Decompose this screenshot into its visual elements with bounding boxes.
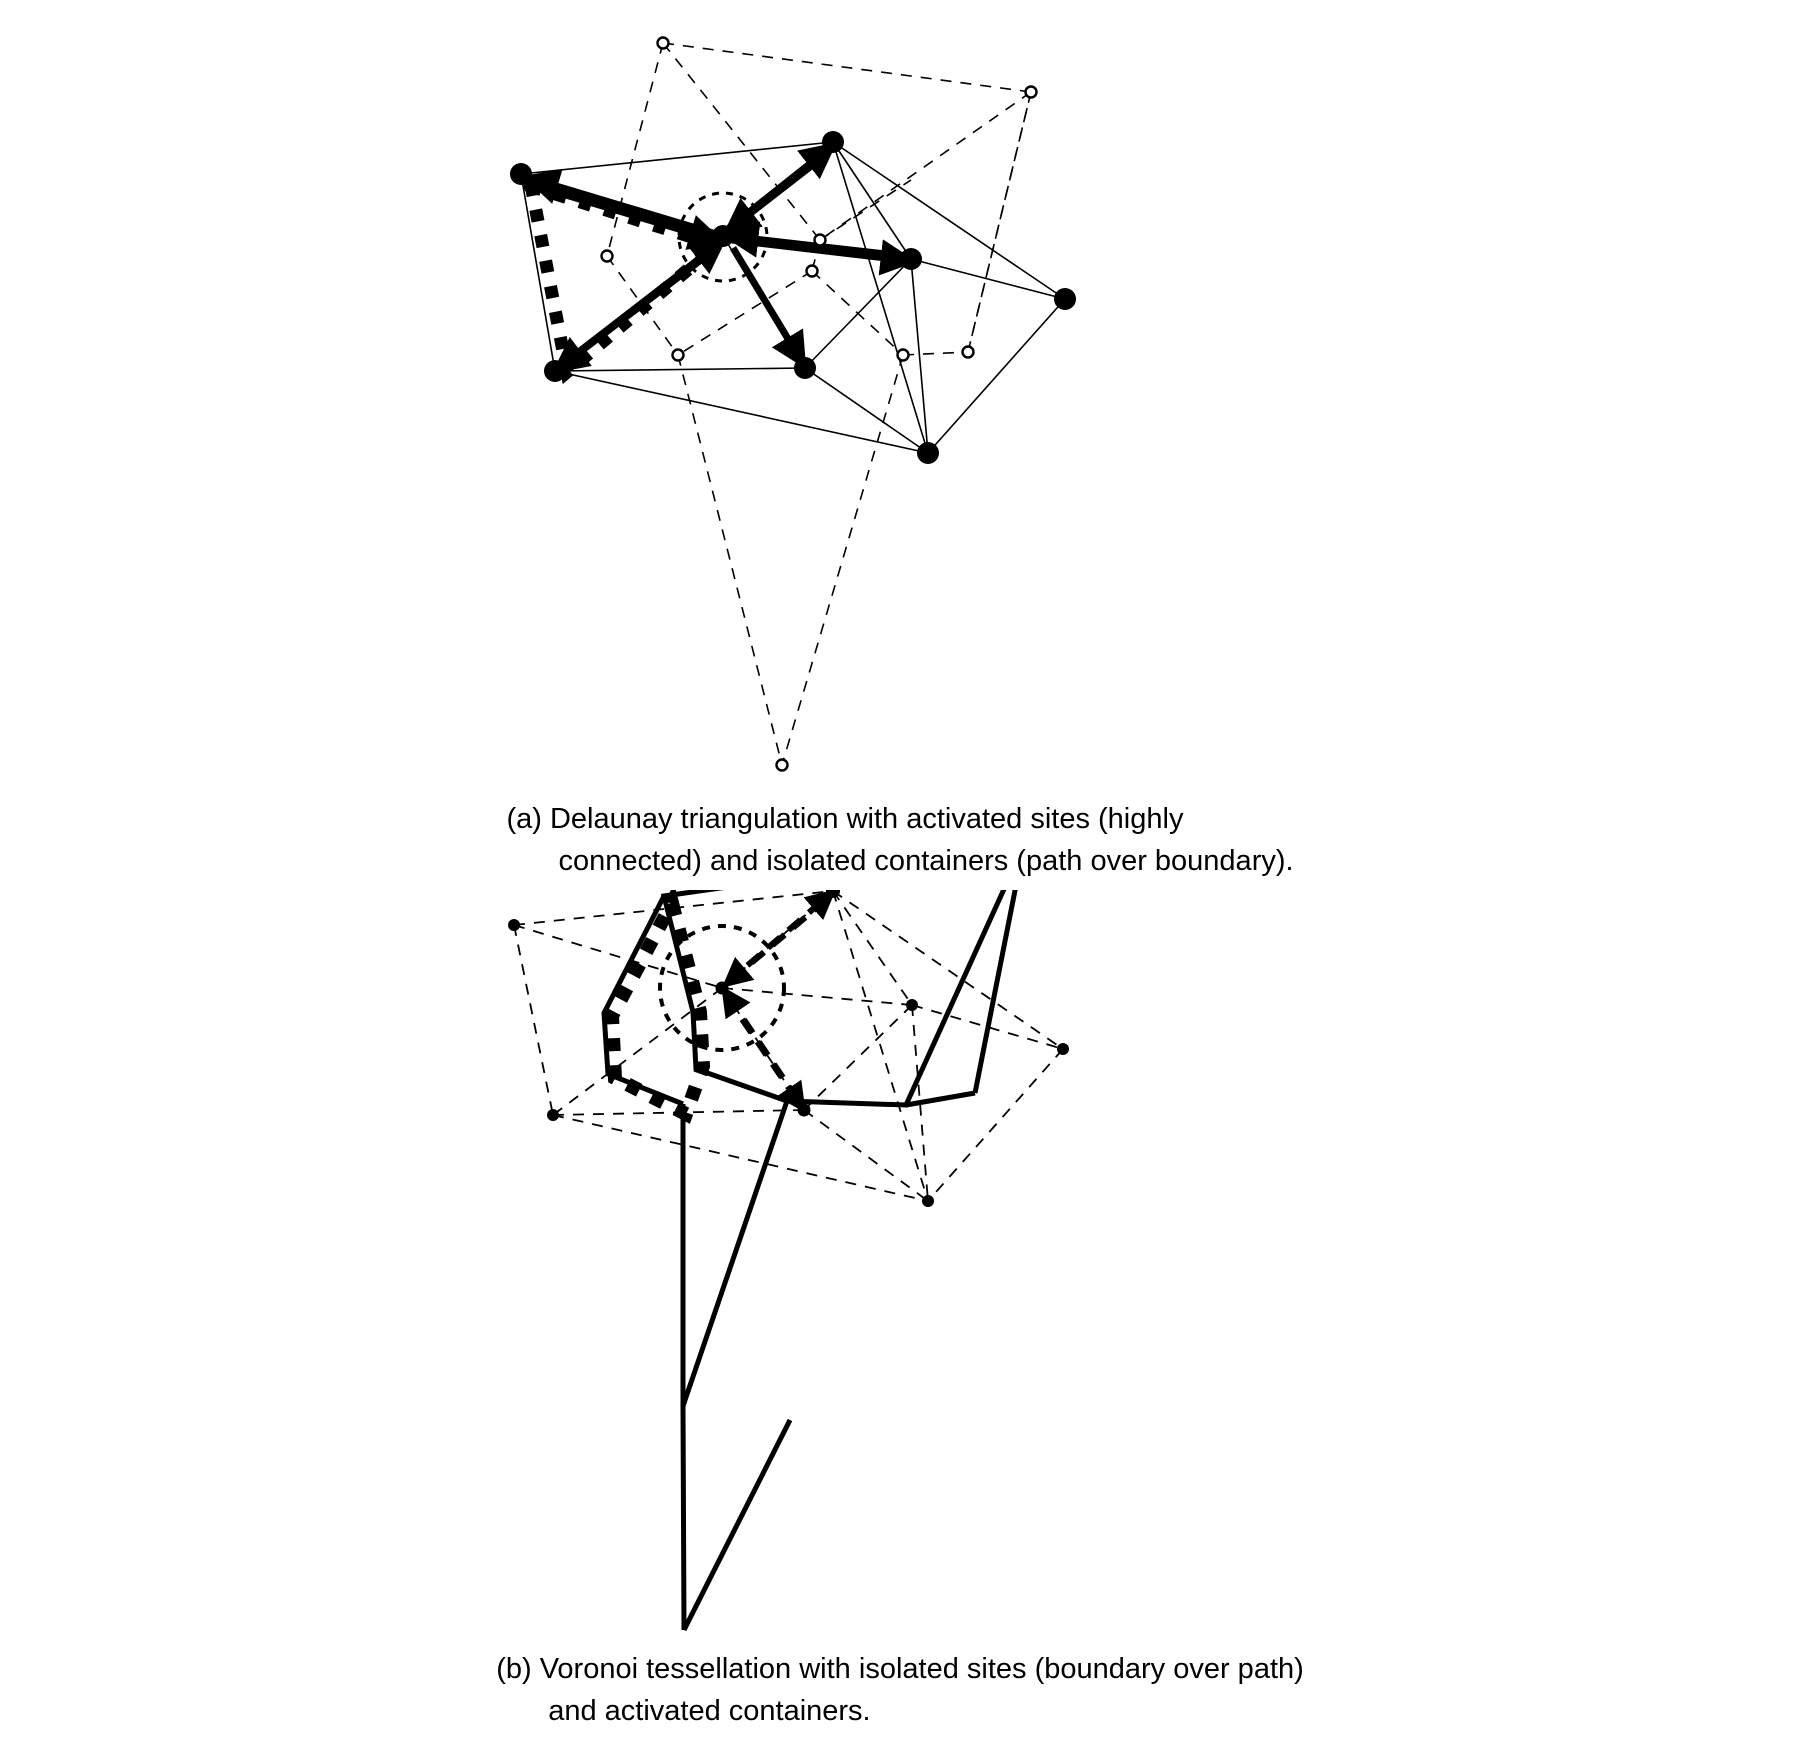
site-node xyxy=(798,1104,811,1117)
site-node xyxy=(1054,288,1076,310)
container-dashed-edges xyxy=(607,43,1031,765)
caption-a xyxy=(0,798,1800,882)
panel-a-delaunay xyxy=(0,0,1800,790)
voronoi-cell-edges xyxy=(604,890,1024,1630)
site-node xyxy=(712,225,734,247)
container-node xyxy=(602,251,613,262)
caption-b-line1: (b) Voronoi tessellation with isolated sites (boundary over path) xyxy=(496,1653,1304,1685)
container-node xyxy=(963,347,974,358)
caption-a-line1: (a) Delaunay triangulation with activated sites (highly xyxy=(506,803,1184,835)
caption-b-line2: and activated containers. xyxy=(548,1695,871,1727)
activated-path-arrows xyxy=(536,151,903,365)
container-node xyxy=(777,760,788,771)
site-node xyxy=(1057,1043,1069,1055)
site-node xyxy=(922,1195,934,1207)
site-node xyxy=(547,1109,559,1121)
site-node xyxy=(906,999,918,1011)
container-node xyxy=(673,350,684,361)
site-node xyxy=(822,131,844,153)
container-node xyxy=(807,266,818,277)
container-node xyxy=(1026,87,1037,98)
caption-a-line2: connected) and isolated containers (path over boundary). xyxy=(558,845,1294,877)
voronoi-svg xyxy=(0,890,1800,1650)
delaunay-svg xyxy=(0,0,1800,790)
container-node xyxy=(815,235,826,246)
site-node xyxy=(716,982,729,995)
container-node xyxy=(658,38,669,49)
caption-b xyxy=(0,1648,1800,1732)
panel-b-voronoi xyxy=(0,890,1800,1650)
delaunay-thin-edges xyxy=(521,142,1065,453)
site-node xyxy=(794,357,816,379)
site-node xyxy=(900,248,922,270)
site-node xyxy=(510,163,532,185)
container-node xyxy=(898,350,909,361)
site-node xyxy=(508,919,520,931)
site-node xyxy=(544,360,566,382)
site-node xyxy=(917,442,939,464)
